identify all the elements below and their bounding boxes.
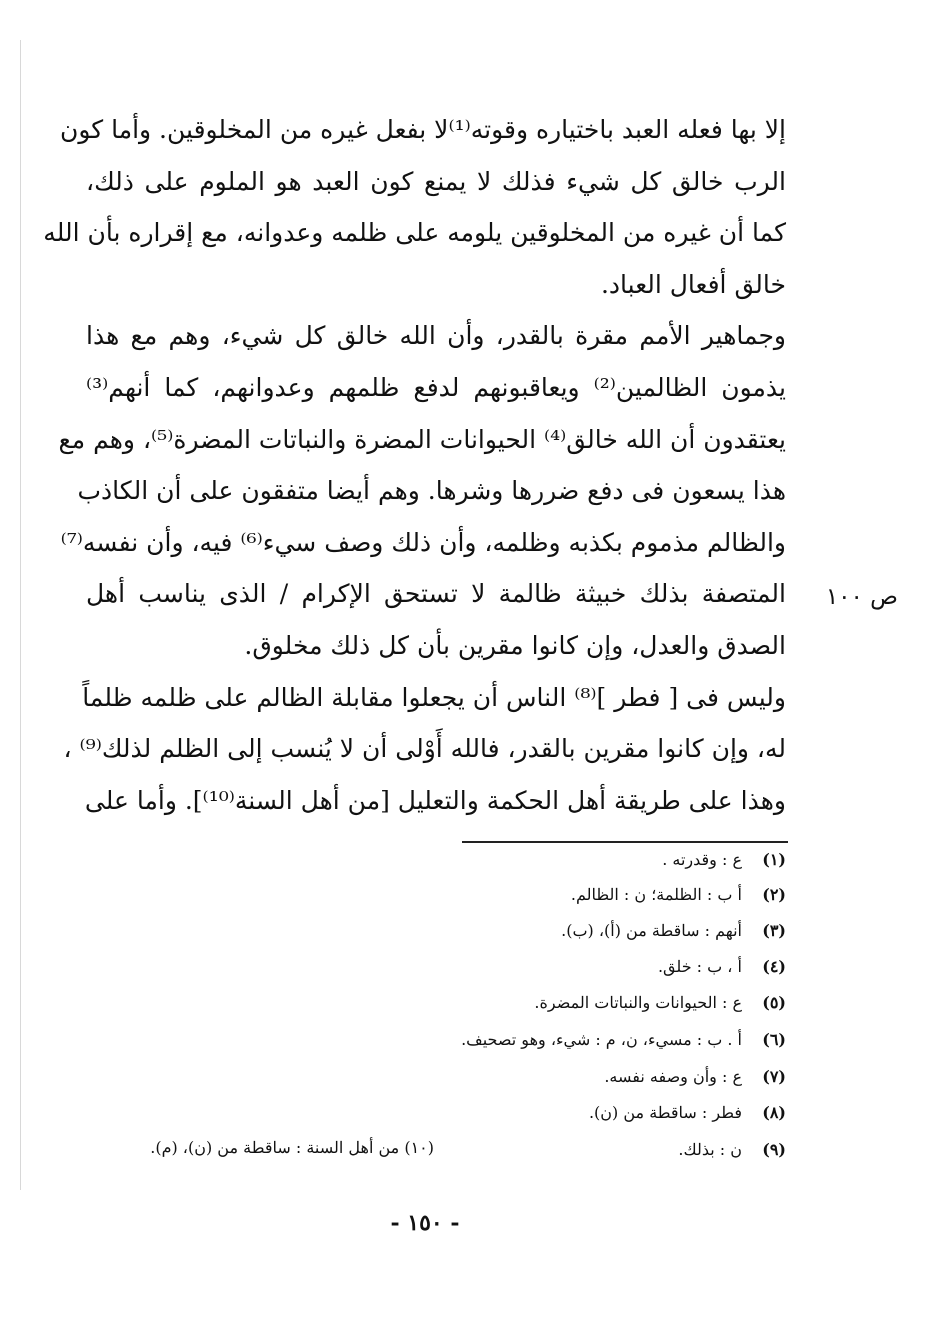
footnote [658, 957, 786, 976]
text-line: كما أن غيره من المخلوقين يلومه على ظلمه وعدوانه، مع إقراره بأن الله [43, 218, 786, 248]
footnote-number: (٩) [762, 1140, 786, 1159]
footnote-text: فطر : ساقطة من (ن). [588, 1103, 742, 1122]
footnote-number: (٤) [762, 957, 786, 976]
footnote-number: (٧) [762, 1067, 786, 1086]
footnote-text: أ . ب : مسيء، ن، م : شيء، وهو تصحيف. [461, 1030, 742, 1049]
footnote-text: أنهم : ساقطة من (أ)، (ب). [561, 921, 742, 940]
text-line: وهذا على طريقة أهل الحكمة والتعليل [من أهل السنة⁽¹⁰⁾]. وأما على [84, 785, 786, 815]
footnote-number: (٨) [762, 1103, 786, 1122]
footnote-number: (١) [762, 850, 786, 869]
text-line: وجماهير الأمم مقرة بالقدر، وأن الله خالق كل شيء، وهم مع هذا [86, 321, 786, 351]
footnote-text: ع : وقدرته . [662, 850, 742, 869]
footnote-ten: (١٠) من أهل السنة : ساقطة من (ن)، (م). [150, 1138, 434, 1157]
footnote [534, 993, 786, 1012]
page-number: - ١٥٠ - [390, 1210, 460, 1236]
footnote-text: ع : الحيوانات والنباتات المضرة. [534, 993, 742, 1012]
footnote-number: (٢) [762, 885, 786, 904]
footnote-text: أ ب : الظلمة؛ ن : الظالم. [570, 885, 742, 904]
text-line: الصدق والعدل، وإن كانوا مقرين بأن كل ذلك مخلوق. [244, 630, 786, 660]
text-line: خالق أفعال العباد. [600, 269, 786, 299]
text-line: يعتقدون أن الله خالق⁽⁴⁾ الحيوانات المضرة والنباتات المضرة⁽⁵⁾، وهم مع [58, 424, 786, 454]
footnote-number: (٦) [762, 1030, 786, 1049]
text-line: المتصفة بذلك خبيثة ظالمة لا تستحق الإكرام / الذى يناسب أهل [86, 579, 786, 609]
footnote [678, 1140, 786, 1159]
text-line: وليس فى [ فطر ]⁽⁸⁾ الناس أن يجعلوا مقابلة الظالم على ظلمه ظلماً [82, 682, 786, 712]
footnote [461, 1030, 786, 1049]
footnote-number: (٣) [762, 921, 786, 940]
footnote-separator [462, 841, 788, 843]
scan-edge-line [20, 40, 21, 1190]
text-line: يذمون الظالمين⁽²⁾ ويعاقبونهم لدفع ظلمهم وعدوانهم، كما أنهم⁽³⁾ [86, 372, 787, 402]
text-line: الرب خالق كل شيء فذلك لا يمنع كون العبد هو الملوم على ذلك، [86, 166, 786, 196]
text-line: إلا بها فعله العبد باختياره وقوته⁽¹⁾لا بفعل غيره من المخلوقين. وأما كون [59, 115, 786, 144]
text-line: له، وإن كانوا مقرين بالقدر، فالله أَوْلى أن لا يُنسب إلى الظلم لذلك⁽⁹⁾ ، [63, 734, 786, 764]
margin-page-reference: ص ١٠٠ [825, 584, 898, 610]
text-line: والظالم مذموم بكذبه وظلمه، وأن ذلك وصف سيء⁽⁶⁾ فيه، وأن نفسه⁽⁷⁾ [60, 527, 786, 557]
footnote [589, 1103, 786, 1122]
footnote-number: (٥) [762, 993, 786, 1012]
footnote [604, 1067, 786, 1086]
footnote [571, 885, 786, 904]
main-text [43, 104, 787, 826]
footnote [662, 850, 786, 869]
text-line: هذا يسعون فى دفع ضررها وشرها. وهم أيضا متفقون على أن الكاذب [77, 476, 786, 506]
footnote [561, 921, 786, 940]
footnote-text: ع : وأن وصفه نفسه. [604, 1067, 742, 1086]
footnote-text: ن : بذلك. [678, 1140, 742, 1159]
footnote-text: أ ، ب : خلق. [657, 957, 742, 976]
